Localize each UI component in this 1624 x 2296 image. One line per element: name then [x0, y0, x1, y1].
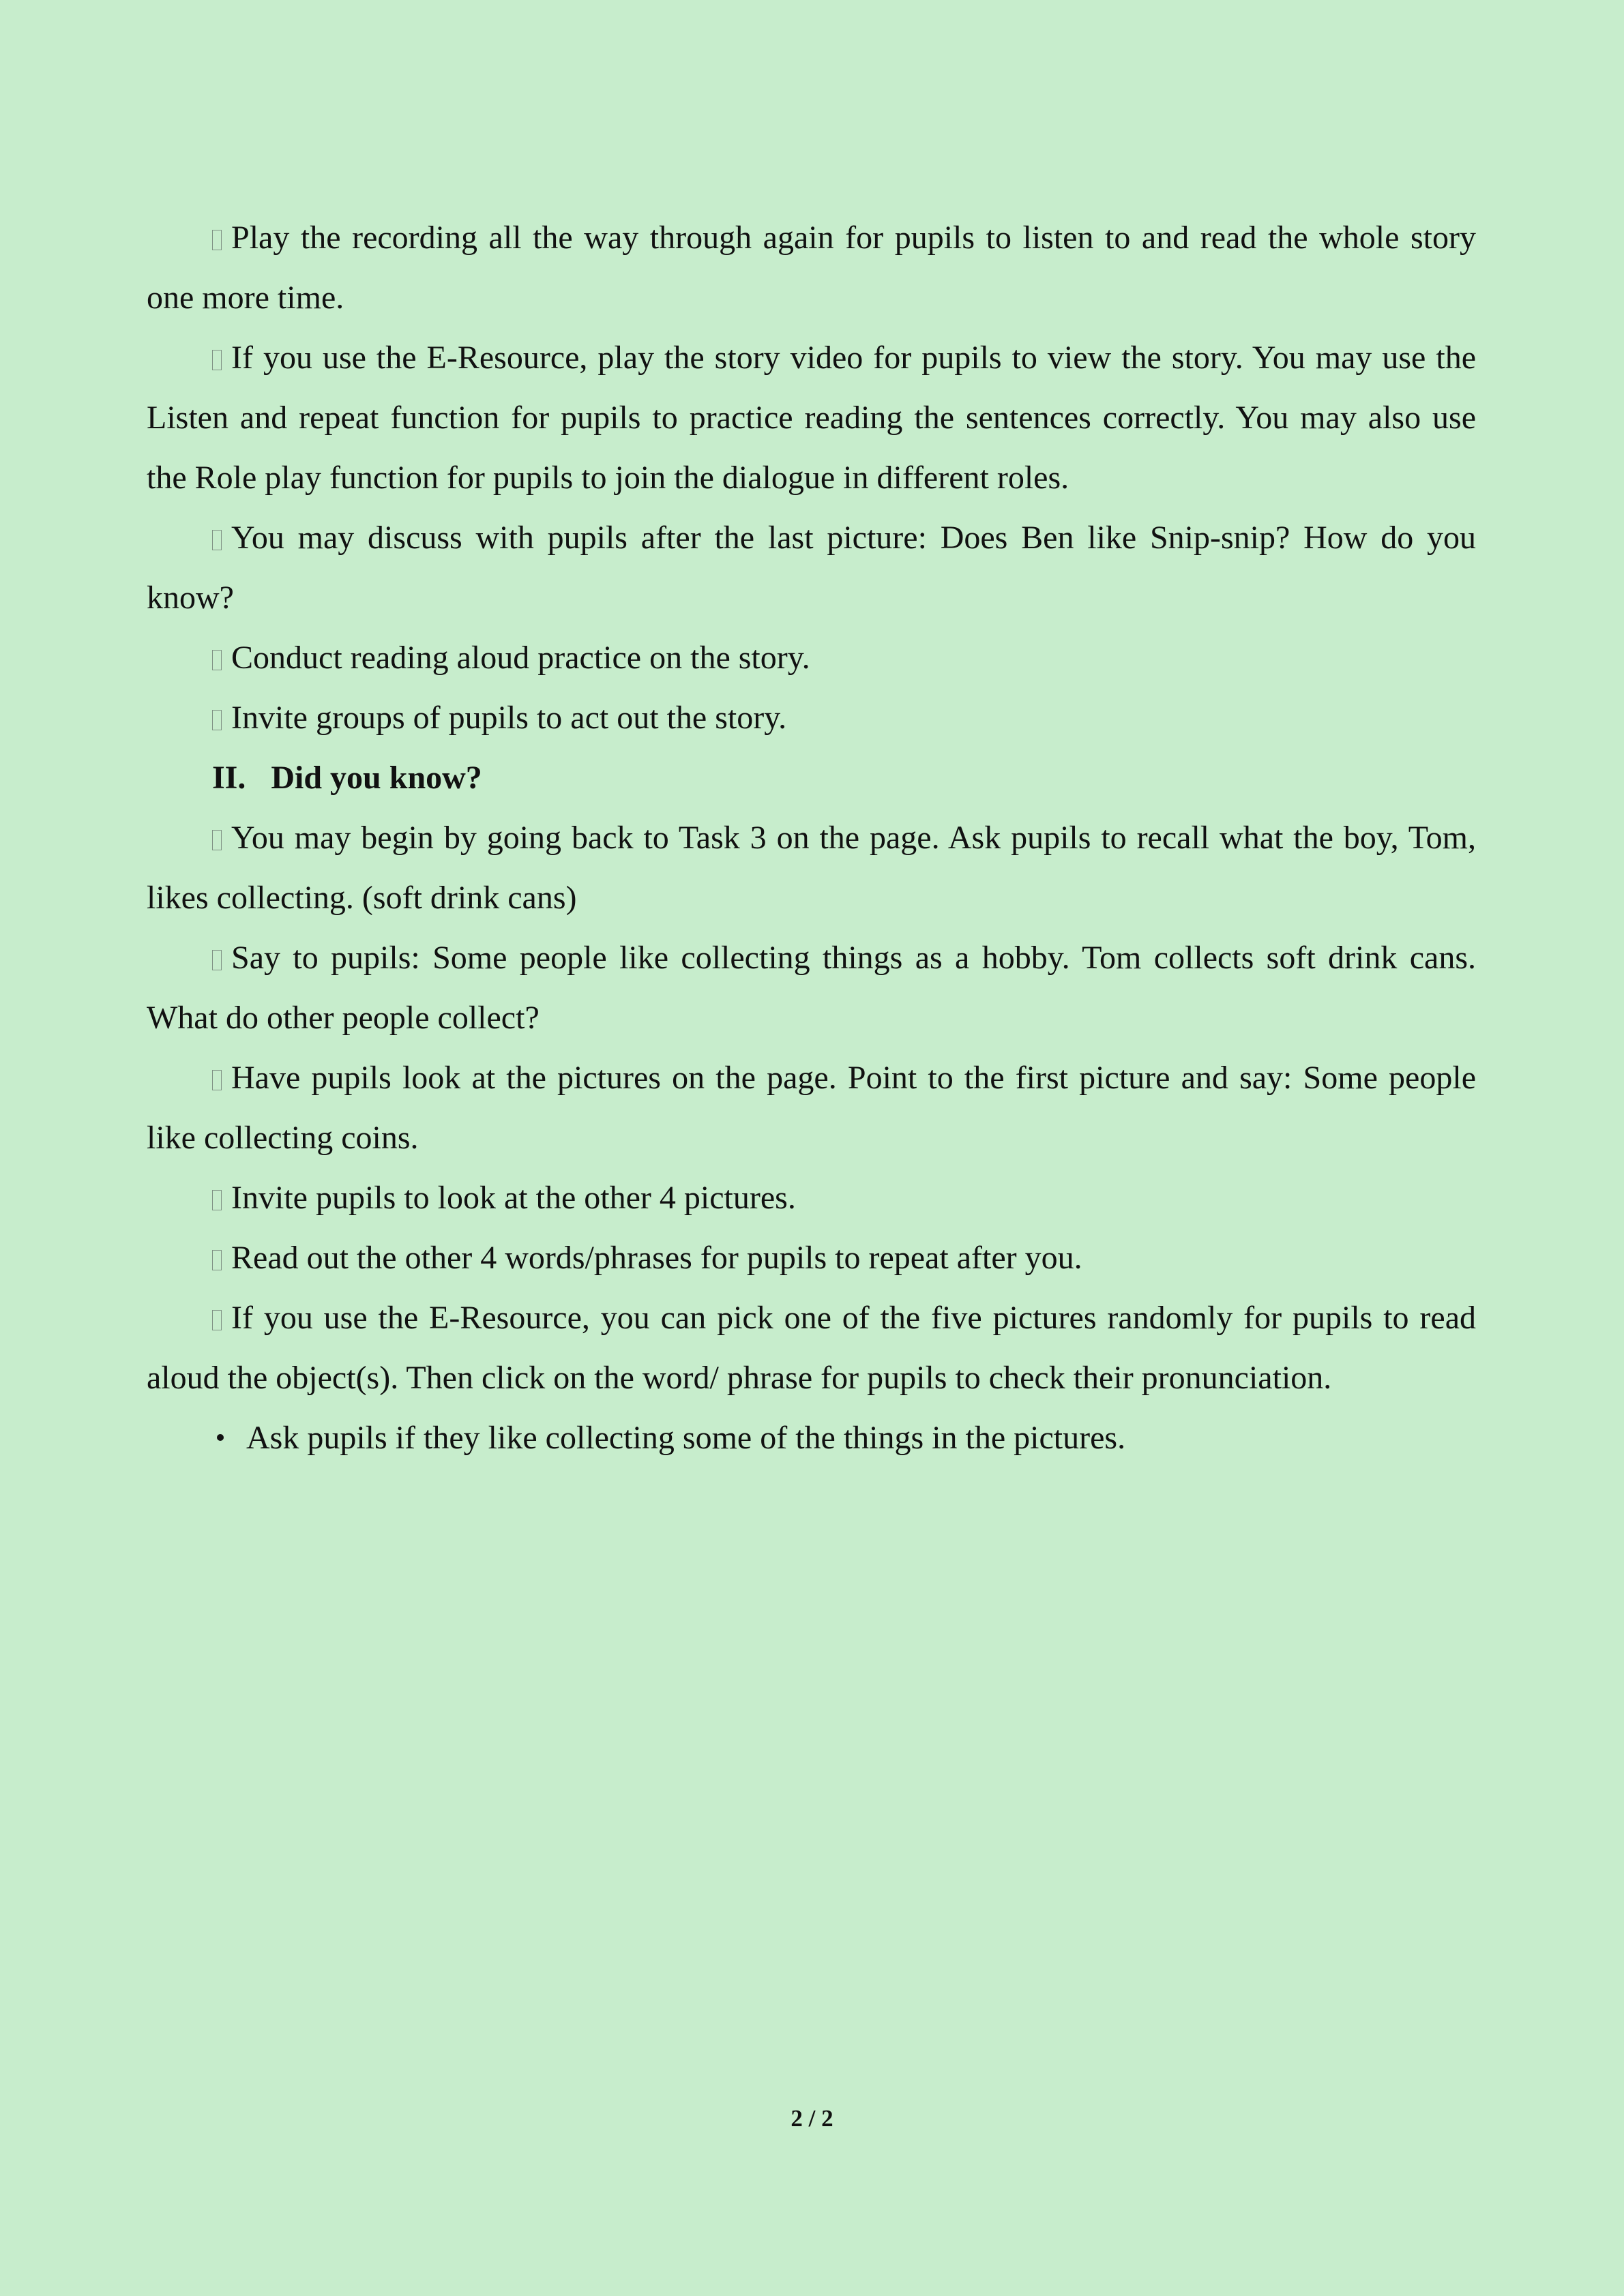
- paragraph-line: [147, 868, 1476, 928]
- section-title: Did you know?: [271, 760, 482, 796]
- paragraph-text: Have pupils look at the pictures on the page. Point to the first picture and say: Some people: [231, 1060, 1476, 1096]
- paragraph-line: [147, 208, 1476, 268]
- paragraph-text: know?: [147, 580, 234, 616]
- paragraph-line: [147, 1228, 1476, 1288]
- missing-glyph-box-icon: [212, 530, 222, 550]
- paragraph-line: [147, 448, 1476, 508]
- paragraph-line: [147, 568, 1476, 628]
- bullet-dot-icon: [217, 1434, 224, 1441]
- paragraph: [147, 508, 1476, 628]
- paragraph-text: aloud the object(s). Then click on the word/ phrase for pupils to check their pronunciation.: [147, 1360, 1332, 1396]
- paragraph-line: [147, 328, 1476, 388]
- paragraph-text: Conduct reading aloud practice on the story.: [231, 640, 810, 676]
- paragraph-line: [147, 1348, 1476, 1408]
- paragraph-text: You may discuss with pupils after the last picture: Does Ben like Snip-snip? How do you: [231, 520, 1476, 556]
- paragraph-line: [147, 928, 1476, 988]
- missing-glyph-box-icon: [212, 1070, 222, 1090]
- missing-glyph-box-icon: [212, 710, 222, 730]
- paragraph-text: Read out the other 4 words/phrases for pupils to repeat after you.: [231, 1240, 1082, 1276]
- paragraph-line: [147, 1108, 1476, 1168]
- paragraph: [147, 1228, 1476, 1288]
- paragraph-text: Invite pupils to look at the other 4 pictures.: [231, 1180, 796, 1216]
- paragraph-line: [147, 628, 1476, 688]
- paragraph-text: Say to pupils: Some people like collecting things as a hobby. Tom collects soft drink cans.: [231, 940, 1476, 976]
- paragraph-text: What do other people collect?: [147, 1000, 540, 1036]
- paragraph-line: [147, 508, 1476, 568]
- paragraph-line: [147, 1168, 1476, 1228]
- list-item-text: Ask pupils if they like collecting some of the things in the pictures.: [246, 1420, 1126, 1456]
- paragraph: [147, 328, 1476, 508]
- document-body: [147, 208, 1476, 1468]
- paragraph-line: [147, 808, 1476, 868]
- section-number: II.: [212, 760, 246, 796]
- paragraph: [147, 1048, 1476, 1168]
- paragraph-text: Listen and repeat function for pupils to practice reading the sentences correctly. You may also use: [147, 400, 1476, 436]
- missing-glyph-box-icon: [212, 350, 222, 370]
- page-number: 2 / 2: [791, 2105, 833, 2132]
- missing-glyph-box-icon: [212, 950, 222, 970]
- paragraph-text: Invite groups of pupils to act out the story.: [231, 700, 787, 736]
- paragraph: [147, 208, 1476, 328]
- missing-glyph-box-icon: [212, 1190, 222, 1210]
- paragraph-text: likes collecting. (soft drink cans): [147, 880, 577, 916]
- paragraph-text: If you use the E-Resource, you can pick one of the five pictures randomly for pupils to read: [231, 1300, 1476, 1336]
- paragraph-line: [147, 1288, 1476, 1348]
- missing-glyph-box-icon: [212, 830, 222, 850]
- paragraph: [147, 1168, 1476, 1228]
- paragraph-text: If you use the E-Resource, play the story video for pupils to view the story. You may use the: [231, 340, 1476, 376]
- paragraph: [147, 688, 1476, 748]
- missing-glyph-box-icon: [212, 1310, 222, 1330]
- paragraph-line: [147, 1048, 1476, 1108]
- paragraph-line: [147, 388, 1476, 448]
- list-item: [147, 1408, 1476, 1468]
- paragraph: [147, 1288, 1476, 1408]
- paragraph-line: [147, 268, 1476, 328]
- section-heading: [147, 748, 1476, 808]
- paragraph-text: Play the recording all the way through again for pupils to listen to and read the whole story: [231, 220, 1476, 256]
- paragraph-text: You may begin by going back to Task 3 on the page. Ask pupils to recall what the boy, Tom,: [231, 820, 1476, 856]
- paragraph-line: [147, 988, 1476, 1048]
- paragraph: [147, 628, 1476, 688]
- paragraph-line: [147, 688, 1476, 748]
- paragraph: [147, 928, 1476, 1048]
- missing-glyph-box-icon: [212, 1250, 222, 1270]
- missing-glyph-box-icon: [212, 650, 222, 670]
- paragraph-text: the Role play function for pupils to join the dialogue in different roles.: [147, 460, 1069, 496]
- paragraph-text: like collecting coins.: [147, 1120, 419, 1156]
- paragraph-text: one more time.: [147, 280, 344, 316]
- missing-glyph-box-icon: [212, 230, 222, 250]
- paragraph: [147, 808, 1476, 928]
